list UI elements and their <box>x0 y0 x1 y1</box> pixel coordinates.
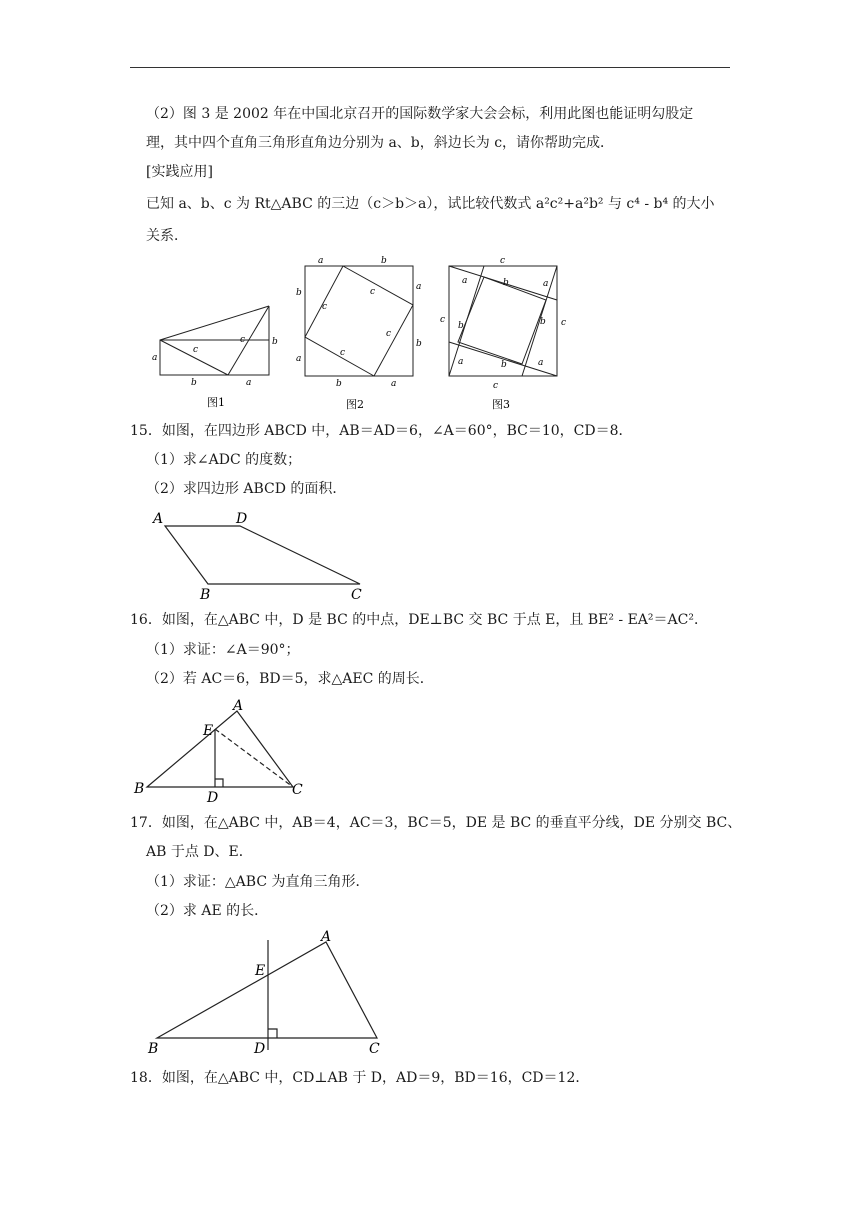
fig3-label-c-top: c <box>500 256 506 266</box>
fig3-label-c-right: c <box>561 318 567 328</box>
fig3-label-b3: b <box>540 317 546 327</box>
q16-figure <box>130 695 320 805</box>
q16-vertex-B: B <box>134 781 145 797</box>
q15-figure <box>140 505 380 605</box>
q17-figure <box>140 925 390 1060</box>
q17-stem-line2: AB 于点 D、E． <box>146 844 253 860</box>
fig1-label-b-bottom: b <box>191 378 197 388</box>
practice-header: [实践应用] <box>146 164 213 180</box>
q15-sub2: （2）求四边形 ABCD 的面积． <box>146 481 347 497</box>
q15-sub1: （1）求∠ADC 的度数； <box>146 452 302 468</box>
fig2-label-b-right: b <box>416 339 422 349</box>
q16-vertex-D: D <box>207 790 219 806</box>
fig2-label-b-bottom: b <box>336 379 342 389</box>
fig2-label-b-top: b <box>381 256 387 266</box>
q16-sub2: （2）若 AC＝6，BD＝5，求△AEC 的周长． <box>146 671 434 687</box>
fig2-label-c3: c <box>386 329 392 339</box>
fig3-label-c-left: c <box>440 315 446 325</box>
q17-vertex-B: B <box>148 1041 159 1057</box>
q17-sub1: （1）求证：△ABC 为直角三角形． <box>146 874 370 890</box>
q16-stem: 16．如图，在△ABC 中，D 是 BC 的中点，DE⊥BC 交 BC 于点 E，且 BE² - EA²＝AC²． <box>130 612 708 628</box>
q17-vertex-A: A <box>321 929 332 945</box>
q17-vertex-D: D <box>254 1041 266 1057</box>
q15-vertex-B: B <box>200 587 211 603</box>
figure-3 <box>436 252 576 412</box>
fig1-label-a-bottom: a <box>246 378 252 388</box>
q16-vertex-A: A <box>233 698 244 714</box>
fig3-label-b4: b <box>501 360 507 370</box>
practice-line2: 关系． <box>146 228 188 244</box>
q17-stem-line1: 17．如图，在△ABC 中，AB＝4，AC＝3，BC＝5，DE 是 BC 的垂直平分线，DE 分别交 BC、 <box>130 815 742 831</box>
fig2-label-a-left: a <box>296 354 302 364</box>
q16-sub1: （1）求证：∠A＝90°； <box>146 642 300 658</box>
fig3-label-c-bottom: c <box>493 381 499 391</box>
fig2-label-b-left: b <box>296 288 302 298</box>
fig1-caption: 图1 <box>207 396 225 409</box>
q15-stem: 15．如图，在四边形 ABCD 中，AB＝AD＝6，∠A＝60°，BC＝10，CD＝8． <box>130 423 633 439</box>
figure-2 <box>290 252 420 412</box>
practice-line1: 已知 a、b、c 为 Rt△ABC 的三边（c＞b＞a），试比较代数式 a²c²+a²b² 与 c⁴ - b⁴ 的大小 <box>146 196 715 212</box>
fig1-label-c1: c <box>193 345 199 355</box>
fig1-label-c2: c <box>240 335 246 345</box>
q17-sub2: （2）求 AE 的长． <box>146 903 269 919</box>
fig2-caption: 图2 <box>346 398 364 411</box>
q16-vertex-E: E <box>203 723 214 739</box>
q17-vertex-E: E <box>255 963 266 979</box>
figure-1 <box>140 298 280 413</box>
part2-line2: 理，其中四个直角三角形直角边分别为 a、b，斜边长为 c，请你帮助完成． <box>146 135 615 151</box>
fig3-label-a1: a <box>462 276 468 286</box>
q17-vertex-C: C <box>369 1041 380 1057</box>
fig1-label-b-right: b <box>272 337 278 347</box>
q16-vertex-C: C <box>292 782 303 798</box>
fig1-label-a-left: a <box>152 353 158 363</box>
fig2-label-a-top: a <box>318 256 324 266</box>
fig2-label-a-right: a <box>416 282 422 292</box>
fig2-label-c4: c <box>340 348 346 358</box>
header-rule <box>130 67 730 68</box>
fig3-label-b2: b <box>458 321 464 331</box>
fig2-label-c2: c <box>322 302 328 312</box>
part2-line1: （2）图 3 是 2002 年在中国北京召开的国际数学家大会会标，利用此图也能证明勾股定 <box>146 106 694 122</box>
fig2-label-a-bottom: a <box>391 379 397 389</box>
fig3-caption: 图3 <box>492 398 510 411</box>
q18-stem: 18．如图，在△ABC 中，CD⊥AB 于 D，AD＝9，BD＝16，CD＝12． <box>130 1070 590 1086</box>
fig3-label-a2: a <box>543 279 549 289</box>
q15-vertex-D: D <box>236 511 248 527</box>
fig2-label-c1: c <box>370 287 376 297</box>
fig3-label-b1: b <box>503 278 509 288</box>
fig3-label-a4: a <box>538 358 544 368</box>
fig3-label-a3: a <box>458 357 464 367</box>
q15-vertex-A: A <box>153 511 164 527</box>
q15-vertex-C: C <box>351 587 362 603</box>
